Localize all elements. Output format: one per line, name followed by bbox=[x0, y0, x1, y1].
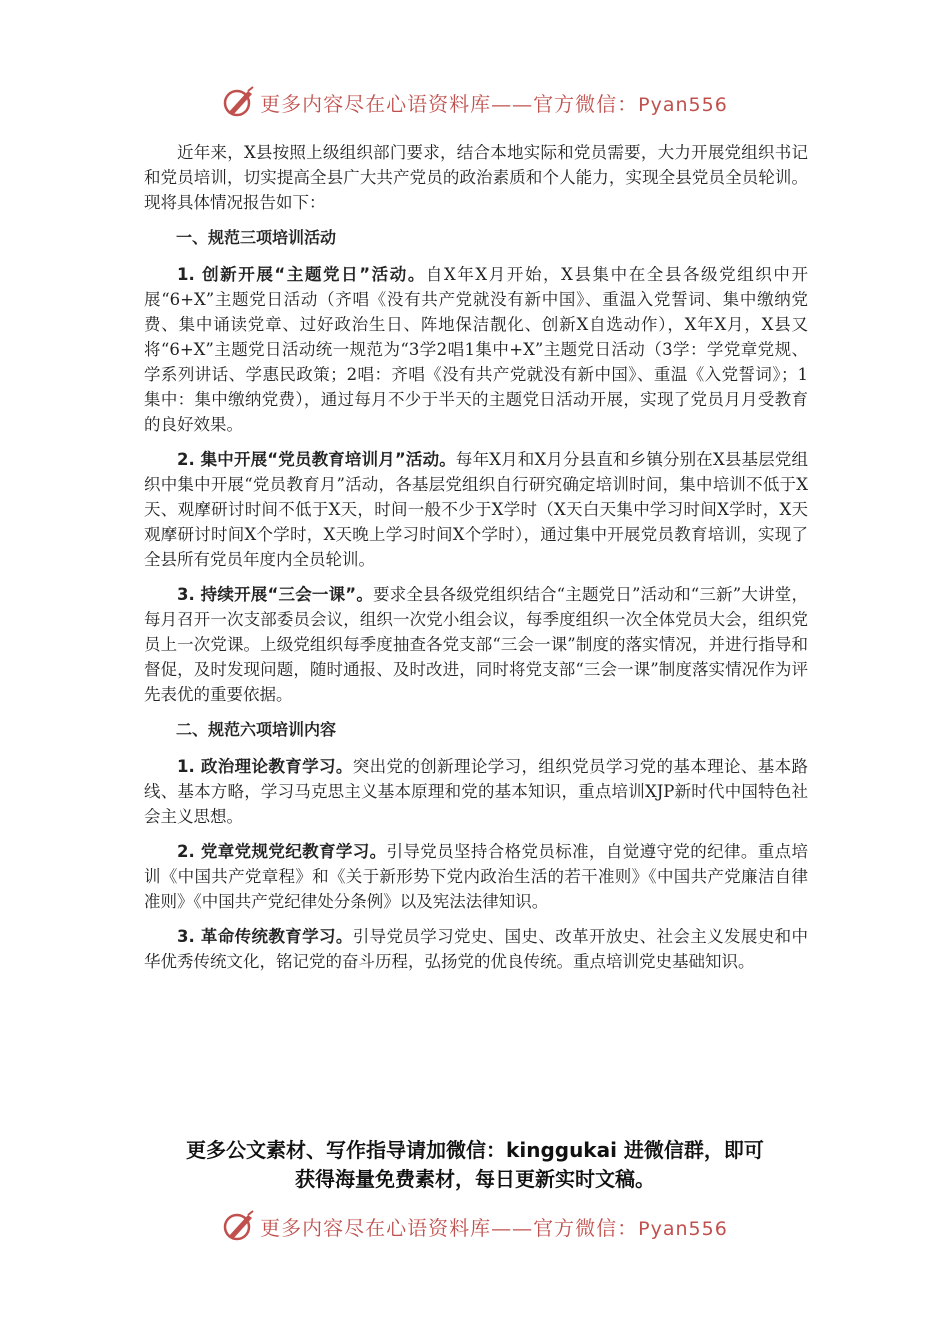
item-body: 引导党员坚持合格党员标准，自觉遵守党的纪律。重点培训《中国共产党章程》和《关于新形势下党内政治生活的若干准则》《中国共产党廉洁自律准则》《中国共产党纪律处分条例》以及宪法法律知识。 bbox=[144, 842, 808, 911]
promo-notice bbox=[120, 1136, 830, 1194]
banner-wechat-label: 官方微信： bbox=[533, 1215, 639, 1240]
item-title: 3. 持续开展“三会一课”。 bbox=[177, 585, 374, 604]
item-title: 2. 党章党规党纪教育学习。 bbox=[177, 842, 387, 861]
section1-item-3 bbox=[144, 582, 808, 707]
section1-item-2 bbox=[144, 447, 808, 572]
item-body: 引导党员学习党史、国史、改革开放史、社会主义发展史和中华优秀传统文化，铭记党的奋斗历程，弘扬党的优良传统。重点培训党史基础知识。 bbox=[144, 927, 808, 971]
item-title: 1. 政治理论教育学习。 bbox=[177, 757, 353, 776]
item-body: 突出党的创新理论学习，组织党员学习党的基本理论、基本路线、基本方略，学习马克思主义基本原理和党的基本知识，重点培训XJP新时代中国特色社会主义思想。 bbox=[144, 757, 808, 826]
banner-separator: —— bbox=[491, 91, 534, 116]
footer-banner bbox=[0, 1208, 950, 1244]
banner-wechat-id: Pyan556 bbox=[638, 93, 728, 116]
header-banner bbox=[0, 84, 950, 120]
pen-logo-icon bbox=[222, 85, 256, 119]
item-body: 自X年X月开始，X县集中在全县各级党组织中开展“6+X”主题党日活动（齐唱《没有共产党就没有新中国》、重温入党誓词、集中缴纳党费、集中诵读党章、过好政治生日、阵地保洁靓化、创新X自选动作），X年X月，X县又将“6+X”主题党日活动统一规范为“3学2唱1集中+X”主题党日活动（3学：学党章党规、学系列讲话、学惠民政策；2唱：齐唱《没有共产党就没有新中国》、重温《入党誓词》；1集中：集中缴纳党费），通过每月不少于半天的主题党日活动开展，实现了党员月月受教育的良好效果。 bbox=[144, 265, 808, 434]
section2-item-2 bbox=[144, 839, 808, 914]
section2-item-1 bbox=[144, 754, 808, 829]
intro-paragraph: 近年来，X县按照上级组织部门要求，结合本地实际和党员需要，大力开展党组织书记和党员培训，切实提高全县广大共产党员的政治素质和个人能力，实现全县党员全员轮训。现将具体情况报告如下： bbox=[144, 143, 808, 212]
pen-logo-icon bbox=[222, 1209, 256, 1243]
item-title: 3. 革命传统教育学习。 bbox=[177, 927, 353, 946]
banner-separator: —— bbox=[491, 1215, 534, 1240]
item-body: 每年X月和X月分县直和乡镇分别在X县基层党组织中集中开展“党员教育月”活动，各基层党组织自行研究确定培训时间，集中培训不低于X天、观摩研讨时间不低于X天，时间一般不少于X学时（X天白天集中学习时间X学时，X天观摩研讨时间X个学时，X天晚上学习时间X个学时），通过集中开展党员教育培训，实现了全县所有党员年度内全员轮训。 bbox=[144, 450, 808, 569]
section2-item-3 bbox=[144, 924, 808, 974]
section1-heading: 一、规范三项培训活动 bbox=[176, 228, 337, 247]
notice-line-1: 更多公文素材、写作指导请加微信：kinggukai 进微信群，即可 bbox=[186, 1138, 764, 1162]
item-title: 1. 创新开展“主题党日”活动。 bbox=[177, 265, 426, 284]
banner-title: 更多内容尽在心语资料库 bbox=[260, 91, 492, 116]
item-body: 要求全县各级党组织结合“主题党日”活动和“三新”大讲堂，每月召开一次支部委员会议，组织一次党小组会议，每季度组织一次全体党员大会，组织党员上一次党课。上级党组织每季度抽查各党支部“三会一课”制度的落实情况，并进行指导和督促，及时发现问题，随时通报、及时改进，同时将党支部“三会一课”制度落实情况作为评先表优的重要依据。 bbox=[144, 585, 808, 704]
section1-item-1 bbox=[144, 262, 808, 437]
banner-wechat-id: Pyan556 bbox=[638, 1217, 728, 1240]
notice-line-2: 获得海量免费素材，每日更新实时文稿。 bbox=[295, 1167, 655, 1191]
document-body bbox=[144, 140, 808, 984]
banner-title: 更多内容尽在心语资料库 bbox=[260, 1215, 492, 1240]
item-title: 2. 集中开展“党员教育培训月”活动。 bbox=[177, 450, 456, 469]
section2-heading: 二、规范六项培训内容 bbox=[176, 720, 337, 739]
banner-wechat-label: 官方微信： bbox=[533, 91, 639, 116]
